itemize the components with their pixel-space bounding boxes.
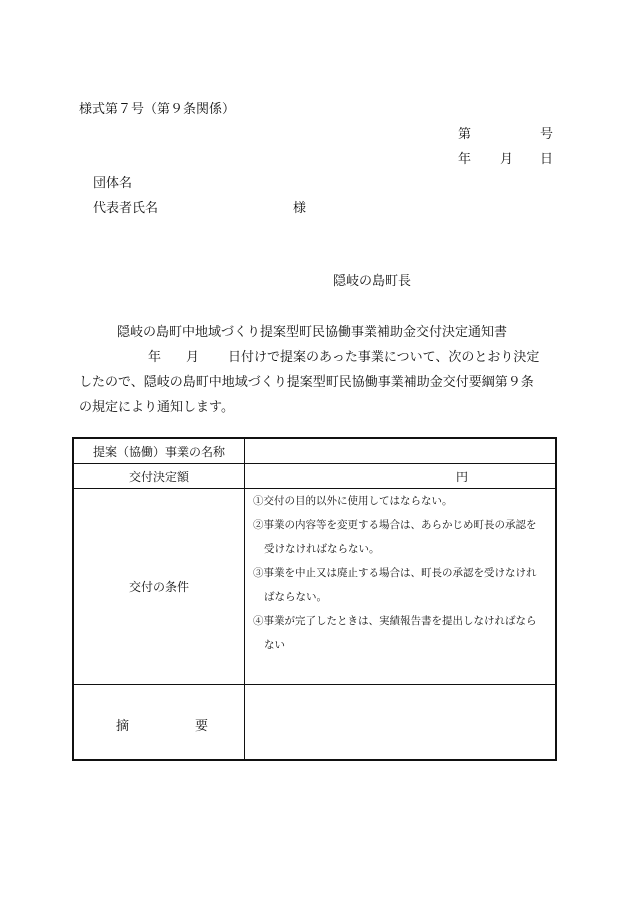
remarks-value <box>245 685 555 759</box>
date-day: 日 <box>540 152 554 167</box>
conditions-label: 交付の条件 <box>128 580 189 594</box>
decision-table <box>72 437 557 761</box>
grant-amount-unit: 円 <box>456 470 469 484</box>
honorific: 様 <box>293 201 307 216</box>
representative-name-label: 代表者氏名 <box>93 201 159 216</box>
remarks-label-2: 要 <box>195 719 209 734</box>
condition-4-cont: ない <box>264 639 285 651</box>
body-line1: 日付けで提案のあった事業について、次のとおり決定 <box>228 350 540 365</box>
condition-2-cont: 受けなければならない。 <box>264 543 380 555</box>
form-id: 様式第７号（第９条関係） <box>79 102 236 117</box>
document-title: 隠岐の島町中地域づくり提案型町民協働事業補助金交付決定通知書 <box>117 325 508 340</box>
body-year: 年 <box>148 350 162 365</box>
date-month: 月 <box>500 152 514 167</box>
condition-3: ③事業を中止又は廃止する場合は、町長の承認を受けなけれ <box>253 567 537 579</box>
condition-4: ④事業が完了したときは、実績報告書を提出しなければなら <box>253 615 537 627</box>
project-name-value <box>245 439 555 463</box>
condition-3-cont: ばならない。 <box>264 591 327 603</box>
group-name-label: 団体名 <box>93 176 133 191</box>
remarks-label-1: 摘 <box>116 719 130 734</box>
number-prefix: 第 <box>458 127 472 142</box>
body-line2: したので、隠岐の島町中地域づくり提案型町民協働事業補助金交付要綱第９条 <box>79 375 534 390</box>
number-suffix: 号 <box>540 127 554 142</box>
grant-amount-label: 交付決定額 <box>128 469 189 484</box>
body-month: 月 <box>186 350 200 365</box>
condition-2: ②事業の内容等を変更する場合は、あらかじめ町長の承認を <box>253 519 537 531</box>
date-year: 年 <box>458 152 472 167</box>
project-name-label: 提案（協働）事業の名称 <box>92 444 225 459</box>
issuer: 隠岐の島町長 <box>333 274 412 289</box>
condition-1: ①交付の目的以外に使用してはならない。 <box>253 495 453 507</box>
body-line3: の規定により通知します。 <box>79 400 234 415</box>
